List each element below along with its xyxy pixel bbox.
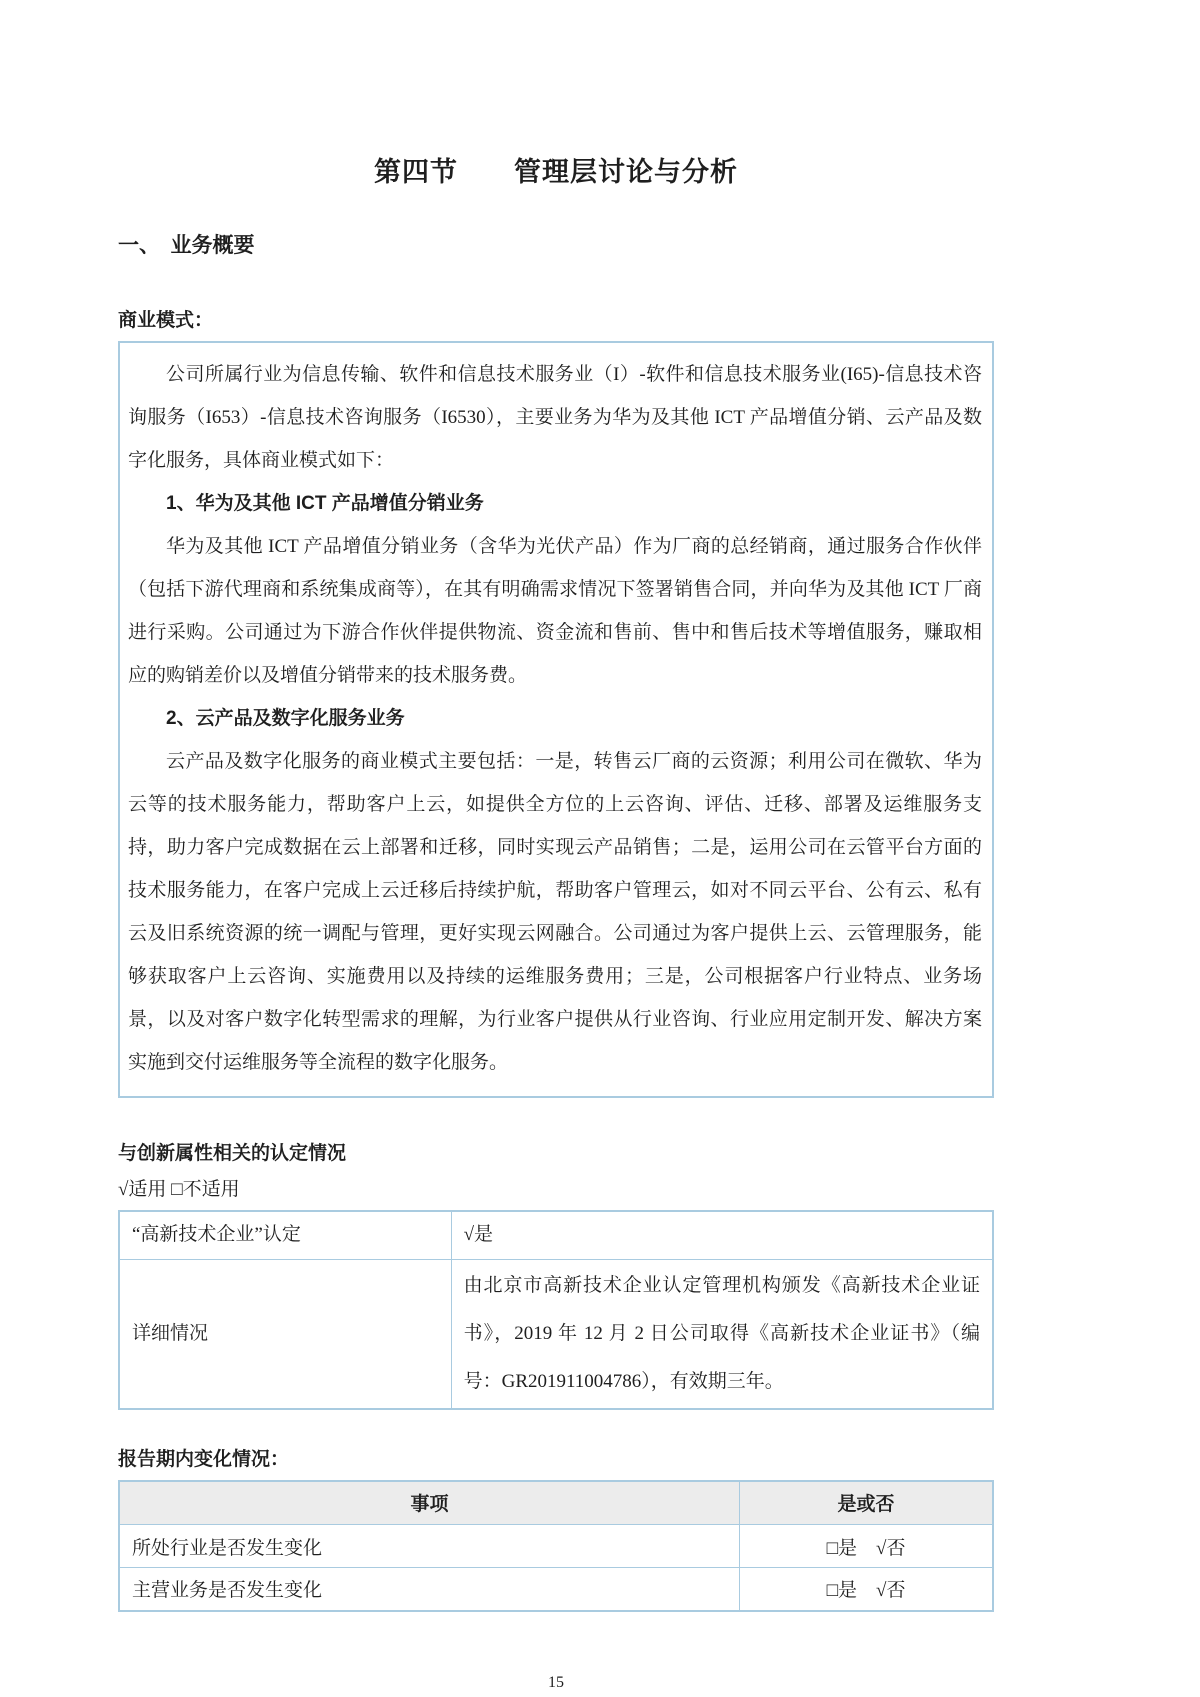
innovation-row-key: “高新技术企业”认定 <box>119 1211 451 1259</box>
section-heading-business-overview: 一、 业务概要 <box>118 234 255 257</box>
changes-row-yes-no: □是 √否 <box>740 1525 993 1568</box>
innovation-applicability: √适用 □不适用 <box>118 1179 240 1200</box>
table-row <box>119 1525 993 1568</box>
changes-row-yes-no: □是 √否 <box>740 1568 993 1611</box>
business-model-subheading-1: 1、华为及其他 ICT 产品增值分销业务 <box>166 493 484 514</box>
business-model-label: 商业模式： <box>118 310 214 331</box>
innovation-row-value: 由北京市高新技术企业认定管理机构颁发《高新技术企业证书》，2019 年 12 月 2 日公司取得《高新技术企业证书》（编号：GR201911004786），有效期三年。 <box>451 1259 993 1409</box>
changes-row-item: 主营业务是否发生变化 <box>119 1568 740 1611</box>
table-row <box>119 1211 993 1259</box>
table-row <box>119 1259 993 1409</box>
page-number: 15 <box>548 1673 564 1691</box>
business-model-paragraph: 云产品及数字化服务的商业模式主要包括：一是，转售云厂商的云资源；利用公司在微软、华为云等的技术服务能力，帮助客户上云，如提供全方位的上云咨询、评估、迁移、部署及运维服务支持，助力客户完成数据在云上部署和迁移，同时实现云产品销售；二是，运用公司在云管平台方面的技术服务能力，在客户完成上云迁移后持续护航，帮助客户管理云，如对不同云平台、公有云、私有云及旧系统资源的统一调配与管理，更好实现云网融合。公司通过为客户提供上云、云管理服务，能够获取客户上云咨询、实施费用以及持续的运维服务费用；三是，公司根据客户行业特点、业务场景，以及对客户数字化转型需求的理解，为行业客户提供从行业咨询、行业应用定制开发、解决方案实施到交付运维服务等全流程的数字化服务。 <box>128 751 982 1073</box>
changes-header-item: 事项 <box>119 1481 740 1525</box>
business-model-box <box>118 341 994 1098</box>
business-model-paragraph: 华为及其他 ICT 产品增值分销业务（含华为光伏产品）作为厂商的总经销商，通过服务合作伙伴（包括下游代理商和系统集成商等），在其有明确需求情况下签署销售合同，并向华为及其他 ICT 厂商进行采购。公司通过为下游合作伙伴提供物流、资金流和售前、售中和售后技术等增值服务，赚取相应的购销差价以及增值分销带来的技术服务费。 <box>128 536 982 686</box>
page-title: 第四节 管理层讨论与分析 <box>374 157 738 187</box>
changes-heading: 报告期内变化情况： <box>118 1448 290 1470</box>
changes-row-item: 所处行业是否发生变化 <box>119 1525 740 1568</box>
innovation-table <box>118 1210 994 1410</box>
page-content <box>118 150 994 1692</box>
innovation-row-value: √是 <box>451 1211 993 1259</box>
table-row <box>119 1568 993 1611</box>
innovation-row-key: 详细情况 <box>119 1259 451 1409</box>
business-model-subheading-2: 2、云产品及数字化服务业务 <box>166 708 405 729</box>
business-model-paragraph: 公司所属行业为信息传输、软件和信息技术服务业（I）-软件和信息技术服务业(I65)-信息技术咨询服务（I653）-信息技术咨询服务（I6530），主要业务为华为及其他 ICT 产品增值分销、云产品及数字化服务，具体商业模式如下： <box>128 364 982 471</box>
table-header-row <box>119 1481 993 1525</box>
changes-table <box>118 1480 994 1612</box>
innovation-heading: 与创新属性相关的认定情况 <box>118 1143 347 1164</box>
changes-header-yes-no: 是或否 <box>740 1481 993 1525</box>
